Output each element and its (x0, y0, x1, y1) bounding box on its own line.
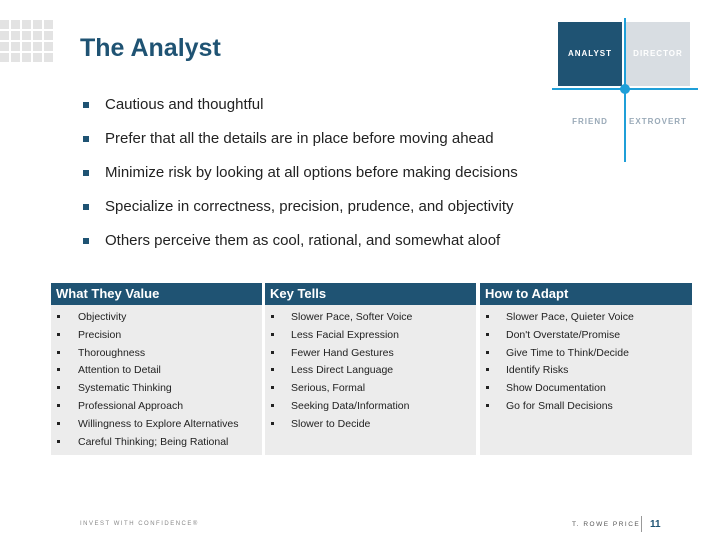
bullet-text: Minimize risk by looking at all options before making decisions (105, 164, 518, 181)
column-header: What They Value (51, 283, 262, 305)
bullet-marker (486, 404, 489, 407)
list-item-text: Attention to Detail (78, 364, 161, 377)
list-item-text: Fewer Hand Gestures (291, 346, 394, 359)
list-item (51, 434, 262, 452)
bullet-marker (486, 386, 489, 389)
list-item (480, 327, 692, 345)
list-item (265, 345, 476, 363)
quadrant-friend: FRIEND (558, 90, 622, 154)
list-item (51, 362, 262, 380)
list-item (51, 398, 262, 416)
bullet-text: Prefer that all the details are in place before moving ahead (105, 130, 494, 147)
list-item (51, 416, 262, 434)
column-header: Key Tells (265, 283, 476, 305)
list-item-text: Professional Approach (78, 399, 184, 412)
list-item (480, 362, 692, 380)
list-item (265, 362, 476, 380)
list-item (265, 309, 476, 327)
bullet-marker (57, 333, 60, 336)
list-item-text: Show Documentation (506, 382, 606, 395)
list-item-text: Objectivity (78, 311, 127, 323)
bullet-marker (57, 315, 60, 318)
list-item (265, 327, 476, 345)
footer-tagline: INVEST WITH CONFIDENCE® (80, 521, 199, 527)
quadrant-center-dot (620, 84, 630, 94)
quadrant-analyst: ANALYST (558, 22, 622, 86)
list-item (480, 398, 692, 416)
list-item-text: Slower Pace, Softer Voice (291, 311, 413, 323)
bullet-marker (57, 351, 60, 354)
list-item-text: Less Facial Expression (291, 328, 399, 341)
column-key-tells (265, 283, 476, 455)
list-item (480, 309, 692, 327)
bullet-marker (271, 386, 274, 389)
list-item-text: Systematic Thinking (78, 382, 172, 395)
bullet-marker (271, 422, 274, 425)
list-item-text: Thoroughness (78, 346, 146, 359)
bullet-marker (486, 368, 489, 371)
bullet-marker (57, 368, 60, 371)
list-item (265, 398, 476, 416)
page-number: 11 (650, 519, 661, 530)
bullet-marker (57, 386, 60, 389)
bullet-marker (486, 351, 489, 354)
list-item-text: Less Direct Language (291, 364, 394, 377)
list-item-text: Precision (78, 328, 122, 341)
bullet-marker (83, 102, 89, 108)
list-item (51, 380, 262, 398)
bullet-text: Cautious and thoughtful (105, 96, 264, 113)
list-item-text: Identify Risks (506, 364, 569, 377)
bullet-marker (271, 404, 274, 407)
column-what-they-value (51, 283, 262, 455)
bullet-marker (83, 170, 89, 176)
page-title: The Analyst (80, 34, 221, 62)
bullet-marker (486, 315, 489, 318)
grid-logo (0, 20, 60, 68)
bullet-marker (271, 315, 274, 318)
list-item (51, 345, 262, 363)
bullet-marker (57, 440, 60, 443)
quadrant-extrovert: EXTROVERT (626, 90, 690, 154)
column-how-to-adapt (480, 283, 692, 455)
list-item-text: Seeking Data/Information (291, 399, 410, 412)
list-item (480, 345, 692, 363)
bullet-marker (83, 204, 89, 210)
list-item-text: Don't Overstate/Promise (506, 328, 621, 341)
bullet-marker (83, 238, 89, 244)
bullet-marker (83, 136, 89, 142)
bullet-text: Others perceive them as cool, rational, and somewhat aloof (105, 232, 501, 249)
quadrant-director: DIRECTOR (626, 22, 690, 86)
list-item-text: Careful Thinking; Being Rational (78, 435, 229, 448)
bullet-text: Specialize in correctness, precision, prudence, and objectivity (105, 198, 514, 215)
column-header: How to Adapt (480, 283, 692, 305)
personality-quadrant (558, 22, 692, 158)
list-item-text: Serious, Formal (291, 382, 366, 395)
list-item-text: Go for Small Decisions (506, 399, 613, 412)
list-item-text: Slower to Decide (291, 417, 371, 430)
list-item-text: Slower Pace, Quieter Voice (506, 311, 634, 323)
bullet-marker (486, 333, 489, 336)
bullet-marker (271, 333, 274, 336)
footer-brand: T. ROWE PRICE (572, 521, 641, 528)
footer-divider (641, 516, 642, 532)
list-item-text: Give Time to Think/Decide (506, 346, 629, 359)
bullet-marker (271, 351, 274, 354)
list-item (265, 380, 476, 398)
list-item-text: Willingness to Explore Alternatives (78, 417, 239, 430)
bullet-marker (271, 368, 274, 371)
list-item (480, 380, 692, 398)
list-item (265, 416, 476, 434)
bullet-marker (57, 422, 60, 425)
bullet-marker (57, 404, 60, 407)
list-item (51, 309, 262, 327)
list-item (51, 327, 262, 345)
